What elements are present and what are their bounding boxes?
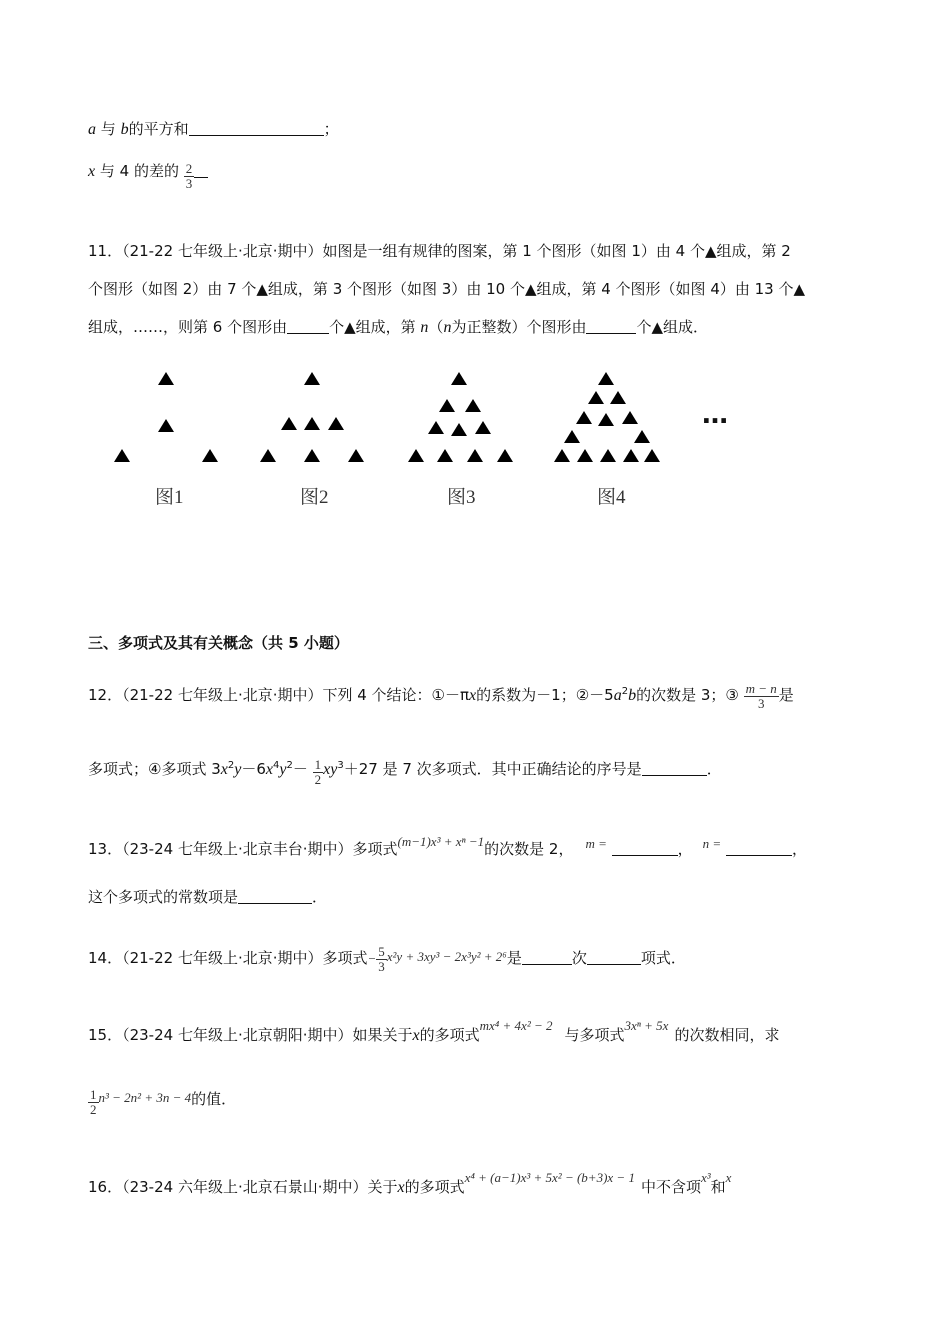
- var-xy: xy: [323, 761, 338, 778]
- polynomial-formula-2: 3xⁿ + 5x: [624, 1018, 669, 1033]
- frac-den: 2: [314, 772, 322, 787]
- triangle: [428, 421, 444, 434]
- q16-text: 的多项式: [404, 1178, 465, 1196]
- triangle: [158, 419, 174, 432]
- text-diff: 与 4 的差的: [99, 162, 179, 180]
- q11-text: （: [428, 318, 444, 336]
- exponent: 2: [227, 760, 235, 771]
- q16-text: 和: [710, 1178, 726, 1196]
- frac-den: 3: [378, 959, 385, 974]
- var-b: b: [628, 687, 637, 704]
- answer-blank-2[interactable]: [586, 318, 636, 334]
- exponent: 2: [286, 760, 293, 771]
- triangle: [588, 391, 604, 404]
- q15-text: 的次数相同，求: [674, 1026, 780, 1044]
- var-x: x: [220, 761, 228, 778]
- triangle: [304, 417, 320, 430]
- semicolon: ；: [323, 120, 339, 138]
- q13-line2: [88, 886, 327, 907]
- exponent: 4: [273, 760, 280, 771]
- q14-text: 是: [506, 949, 522, 967]
- q15-line2: [88, 1088, 236, 1117]
- answer-blank[interactable]: [189, 120, 324, 136]
- var-a: a: [613, 687, 622, 704]
- q11-line2: 个图形（如图 2）由 7 个▲组成，第 3 个图形（如图 3）由 10 个▲组成，第 4 个图形（如图 4）由 13 个▲: [88, 280, 806, 298]
- var-a: a: [88, 121, 96, 138]
- triangle: [576, 411, 592, 424]
- triangle: [408, 449, 424, 462]
- triangle: [439, 399, 455, 412]
- frac-num: 5: [378, 944, 385, 959]
- line-a-b-square-sum: [88, 118, 339, 139]
- figure-label-3: 图3: [447, 487, 476, 508]
- polynomial-formula-1: mx⁴ + 4x² − 2: [479, 1018, 553, 1033]
- period: ．: [312, 888, 328, 906]
- q15-text: 的值．: [191, 1090, 237, 1108]
- triangle: [564, 430, 580, 443]
- term-x-cubed: x³: [700, 1170, 711, 1185]
- var-y: y: [234, 761, 242, 778]
- line-x-4-diff: [88, 160, 208, 191]
- triangle: [202, 449, 218, 462]
- var-x: x: [265, 761, 274, 778]
- fraction-one-half: [313, 758, 324, 787]
- q13-text: 的次数是 2，: [484, 840, 574, 858]
- fraction-one-half: [88, 1088, 99, 1117]
- triangle: [304, 449, 320, 462]
- q16-text: 中不含项: [640, 1178, 701, 1196]
- triangle: [465, 399, 481, 412]
- exponent: 2: [621, 686, 629, 697]
- figure-label-4: 图4: [597, 487, 626, 508]
- triangle: [437, 449, 453, 462]
- q13-line1: [88, 834, 807, 859]
- q11-text: 个▲组成，第: [329, 318, 416, 336]
- answer-blank-m[interactable]: [612, 840, 678, 856]
- triangle: [577, 449, 593, 462]
- figure-label-1: 图1: [155, 487, 184, 508]
- frac-den: 2: [90, 1102, 97, 1117]
- exponent: 3: [337, 760, 344, 771]
- q12-text: －: [292, 760, 308, 778]
- q12-text: 多项式；④多项式 3: [88, 760, 221, 778]
- q12-text: 是: [778, 686, 794, 704]
- triangle: [644, 449, 660, 462]
- q15-text: 与多项式: [564, 1026, 625, 1044]
- comma: ，: [791, 840, 807, 858]
- q15-line1: [88, 1018, 779, 1045]
- triangle: [451, 372, 467, 385]
- var-x: x: [397, 1179, 405, 1196]
- q11-line3: [88, 316, 708, 337]
- answer-blank-constant[interactable]: [238, 888, 312, 904]
- q16-text: 16．（23-24 六年级上·北京石景山·期中）关于: [88, 1178, 398, 1196]
- q15-text: 15．（23-24 七年级上·北京朝阳·期中）如果关于: [88, 1026, 413, 1044]
- triangle: [600, 449, 616, 462]
- triangle: [467, 449, 483, 462]
- ellipsis-more-figures: …: [702, 400, 729, 430]
- term-x: x: [725, 1170, 732, 1185]
- answer-blank[interactable]: [194, 162, 208, 178]
- q11-text: 为正整数）个图形由: [451, 318, 587, 336]
- frac-den: 3: [185, 176, 193, 191]
- q14-text: 次: [571, 949, 587, 967]
- answer-blank-1[interactable]: [287, 318, 329, 334]
- q14-text: 14．（21-22 七年级上·北京·期中）多项式: [88, 949, 368, 967]
- triangle: [598, 413, 614, 426]
- triangle: [497, 449, 513, 462]
- figure-label-2: 图2: [300, 487, 329, 508]
- q11-text: 个▲组成．: [636, 318, 708, 336]
- q11-line1: 11．（21-22 七年级上·北京·期中）如图是一组有规律的图案，第 1 个图形（如图 1）由 4 个▲组成，第 2: [88, 242, 791, 260]
- q16-line: [88, 1170, 731, 1197]
- q13-text: 13．（23-24 七年级上·北京丰台·期中）多项式: [88, 840, 398, 858]
- frac-num: m − n: [745, 681, 777, 696]
- fraction-five-thirds: [376, 945, 387, 974]
- q15-text: 的多项式: [419, 1026, 480, 1044]
- triangle: [158, 372, 174, 385]
- answer-blank-terms[interactable]: [587, 949, 641, 965]
- section-title: 三、多项式及其有关概念（共 5 小题）: [88, 634, 349, 652]
- q14-text: 项式．: [640, 949, 686, 967]
- var-y: y: [279, 761, 287, 778]
- polynomial-formula-3: n³ − 2n² + 3n − 4: [98, 1090, 192, 1105]
- comma: ，: [677, 840, 693, 858]
- answer-blank[interactable]: [642, 760, 707, 776]
- triangle: [451, 423, 467, 436]
- frac-den: 3: [757, 696, 765, 711]
- q12-line2: [88, 758, 722, 787]
- var-n: n: [420, 319, 429, 336]
- fraction-m-minus-n-over-3: [744, 682, 779, 711]
- frac-num: 1: [90, 1087, 97, 1102]
- frac-num: 2: [185, 161, 193, 176]
- triangle: [260, 449, 276, 462]
- fraction-two-thirds: [184, 162, 195, 191]
- var-x: x: [412, 1027, 420, 1044]
- triangle: [598, 372, 614, 385]
- q12-text: －6: [241, 760, 266, 778]
- var-b: b: [120, 121, 129, 138]
- frac-num: 1: [314, 757, 322, 772]
- q12-text: 12．（21-22 七年级上·北京·期中）下列 4 个结论：①－π: [88, 686, 470, 704]
- var-n: n: [443, 319, 452, 336]
- q13-text: 这个多项式的常数项是: [88, 888, 239, 906]
- n-equals: n =: [702, 836, 722, 851]
- triangle: [348, 449, 364, 462]
- triangle: [622, 411, 638, 424]
- period: ．: [706, 760, 722, 778]
- polynomial-formula: x⁴ + (a−1)x³ + 5x² − (b+3)x − 1: [464, 1170, 635, 1185]
- text-square-sum: 的平方和: [128, 120, 189, 138]
- polynomial-formula: x²y + 3xy³ − 2x³y² + 2⁶: [386, 949, 507, 964]
- q11-text: 组成，……，则第 6 个图形由: [88, 318, 288, 336]
- text-yu: 与: [100, 120, 116, 138]
- triangle: [114, 449, 130, 462]
- polynomial-formula: (m−1)x³ + xⁿ −1: [397, 834, 485, 849]
- q12-text: ＋27 是 7 次多项式．其中正确结论的序号是: [343, 760, 642, 778]
- q12-line1: [88, 682, 794, 711]
- triangle: [281, 417, 297, 430]
- triangle: [610, 391, 626, 404]
- minus-sign: −: [367, 951, 377, 966]
- answer-blank-degree[interactable]: [522, 949, 572, 965]
- triangle: [328, 417, 344, 430]
- m-equals: m =: [585, 836, 607, 851]
- triangle: [304, 372, 320, 385]
- triangle: [554, 449, 570, 462]
- var-x: x: [469, 687, 477, 704]
- q12-text: 的系数为－1；②－5: [476, 686, 614, 704]
- q12-text: 的次数是 3；③: [636, 686, 739, 704]
- q14-line: [88, 945, 686, 974]
- triangle: [475, 421, 491, 434]
- triangle: [634, 430, 650, 443]
- var-x: x: [88, 163, 96, 180]
- answer-blank-n[interactable]: [726, 840, 792, 856]
- triangle: [623, 449, 639, 462]
